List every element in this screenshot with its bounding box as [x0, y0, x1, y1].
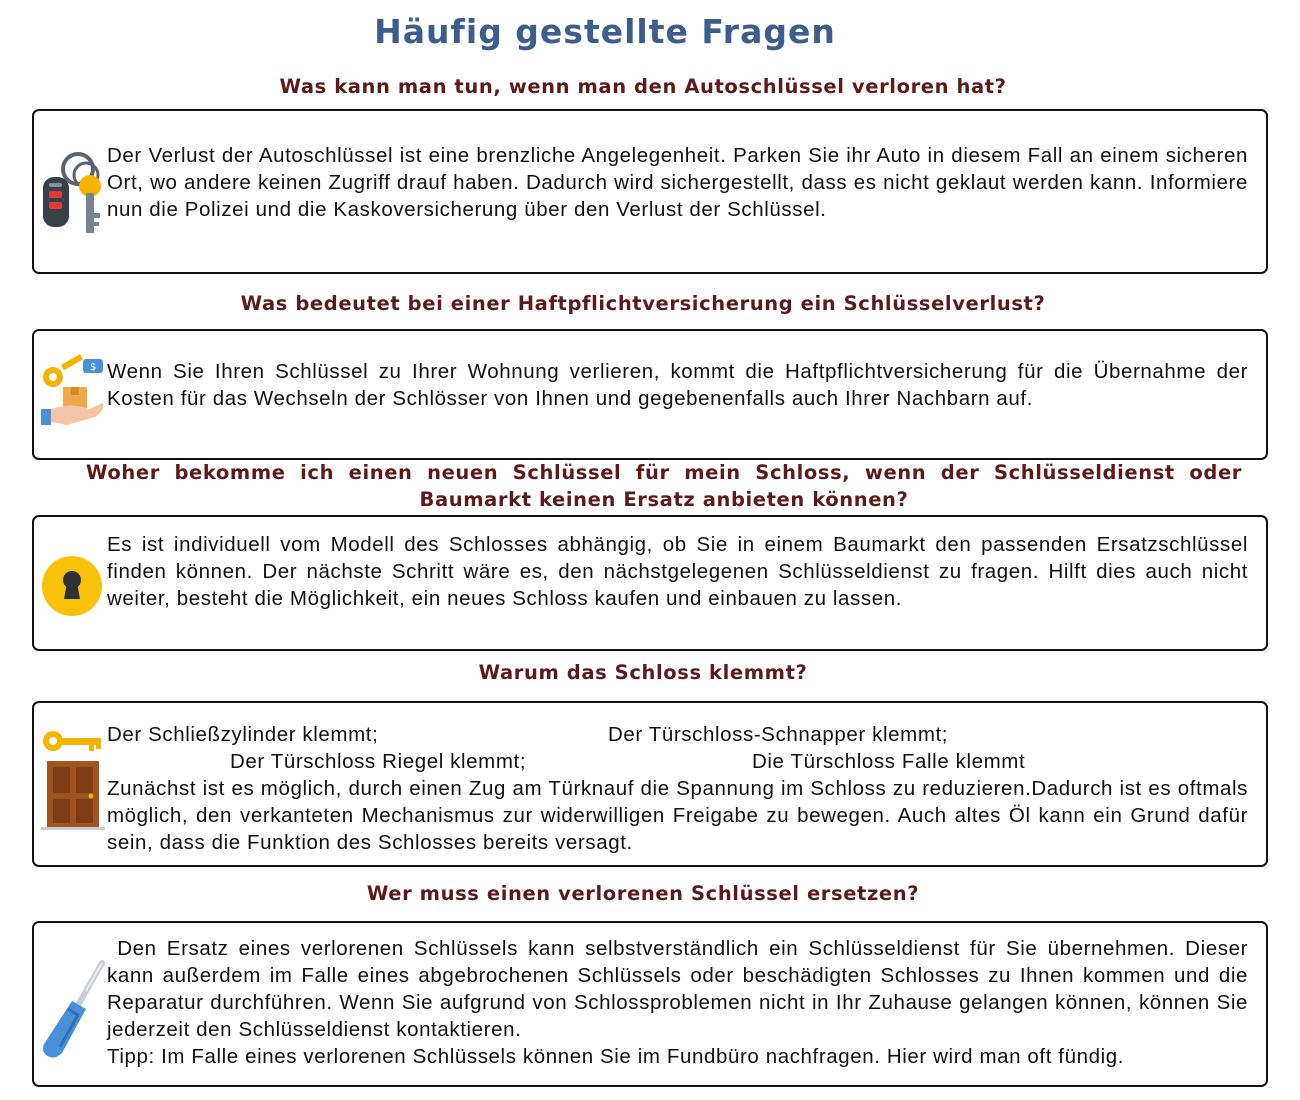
insurance-key-hand-icon	[39, 351, 107, 431]
faq-question-5: Wer muss einen verlorenen Schlüssel ersetzen?	[366, 882, 920, 905]
cause-item: Der Türschloss Riegel klemmt;	[230, 750, 527, 773]
faq-question-1: Was kann man tun, wenn man den Autoschlüssel verloren hat?	[279, 75, 1007, 98]
lock-jam-causes	[107, 721, 1248, 775]
faq-answer-text-5	[107, 935, 1255, 1070]
faq-question-3: Woher bekomme ich einen neuen Schlüssel für mein Schloss, wenn der Schlüsseldienst oder Baumarkt keinen Ersatz anbieten können?	[86, 461, 1242, 511]
keyhole-icon	[41, 555, 103, 617]
cause-item: Die Türschloss Falle klemmt	[752, 750, 1026, 773]
faq-answer-text-3: Es ist individuell vom Modell des Schlosses abhängig, ob Sie in einem Baumarkt den passenden Ersatzschlüssel finden können. Der nächste Schritt wäre es, den nächstgelegenen Schlüsseldienst zu fragen. Hilft dies auch nicht weiter, besteht die Möglichkeit, ein neues Schloss kaufen und einbauen zu lassen.	[107, 533, 1248, 610]
faq-answer-paragraph-4: Zunächst ist es möglich, durch einen Zug am Türknauf die Spannung im Schloss zu reduzieren.Dadurch ist es oftmals möglich, den verkanteten Mechanismus zur widerwilligen Freigabe zu bewegen. Auch altes Öl kann ein Grund dafür sein, dass die Funktion des Schlosses bereits versagt.	[107, 777, 1248, 854]
faq-answer-text-2: Wenn Sie Ihren Schlüssel zu Ihrer Wohnung verlieren, kommt die Haftpflichtversicherung für die Übernahme der Kosten für das Wechseln der Schlösser von Ihnen und gegebenenfalls auch Ihrer Nachbarn auf.	[107, 360, 1248, 410]
faq-question-4: Warum das Schloss klemmt?	[478, 661, 808, 684]
door-key-icon	[41, 727, 105, 831]
faq-answer-box-4	[32, 701, 1268, 867]
cause-item: Der Türschloss-Schnapper klemmt;	[608, 723, 949, 746]
faq-answer-box-1	[32, 109, 1268, 274]
faq-answer-paragraph-5: Den Ersatz eines verlorenen Schlüssels kann selbstverständlich ein Schlüsseldienst für Sie übernehmen. Dieser kann außerdem im Falle eines abgebrochenen Schlüssels oder beschädigten Schlosses zu Ihnen kommen und die Reparatur durchführen. Wenn Sie aufgrund von Schlossproblemen nicht in Ihr Zuhause gelangen können, können Sie jederzeit den Schlüsseldienst kontaktieren.	[107, 937, 1255, 1041]
faq-answer-box-2	[32, 329, 1268, 460]
faq-answer-text-1: Der Verlust der Autoschlüssel ist eine brenzliche Angelegenheit. Parken Sie ihr Auto in diesem Fall an einem sicheren Ort, wo andere keinen Zugriff drauf haben. Dadurch wird sichergestellt, dass es nicht geklaut werden kann. Informiere nun die Polizei und die Kaskoversicherung über den Verlust der Schlüssel.	[107, 144, 1248, 221]
car-keys-icon	[40, 147, 106, 237]
faq-question-2: Was bedeutet bei einer Haftpflichtversicherung ein Schlüsselverlust?	[240, 292, 1046, 315]
svg-text:$: $	[90, 362, 97, 373]
screwdriver-icon	[38, 957, 108, 1061]
faq-answer-text-4	[107, 721, 1248, 856]
faq-answer-box-5	[32, 921, 1268, 1087]
cause-item: Der Schließzylinder klemmt;	[107, 723, 379, 746]
page-title: Häufig gestellte Fragen	[374, 12, 836, 51]
faq-answer-box-3	[32, 515, 1268, 651]
faq-tip: Tipp: Im Falle eines verlorenen Schlüssels können Sie im Fundbüro nachfragen. Hier wird man oft fündig.	[107, 1045, 1125, 1068]
